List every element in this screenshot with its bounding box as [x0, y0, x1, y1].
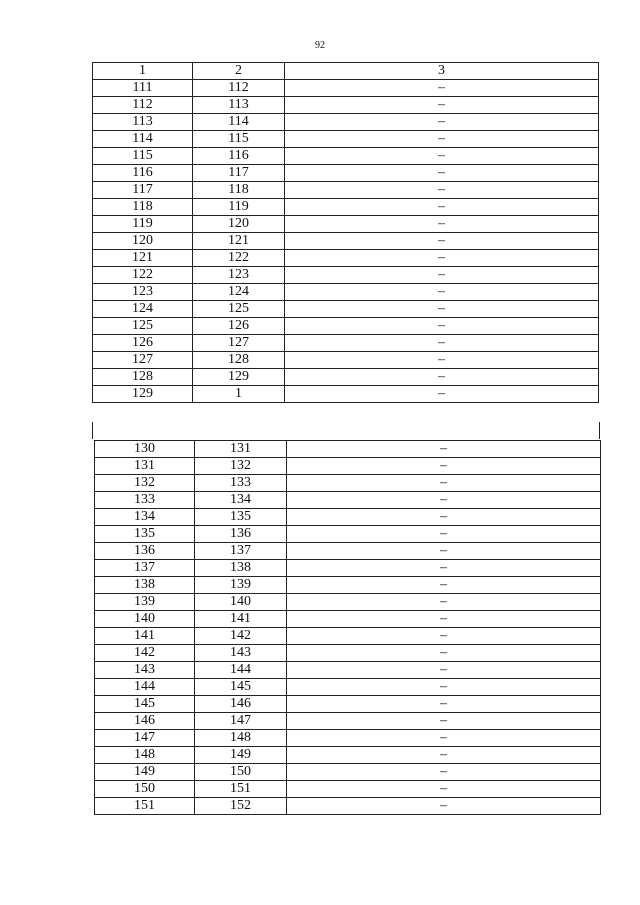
table-cell-col2: 127	[193, 335, 285, 352]
table-cell-col1: 117	[93, 182, 193, 199]
table-cell-col2: 125	[193, 301, 285, 318]
table-cell-col2: 118	[193, 182, 285, 199]
table-cell-col3: –	[287, 628, 601, 645]
table-cell-col1: 140	[95, 611, 195, 628]
table-cell-col2: 117	[193, 165, 285, 182]
table-cell-col2: 114	[193, 114, 285, 131]
table-cell-col3: –	[285, 250, 599, 267]
table-cell-col3: –	[287, 543, 601, 560]
table-row	[95, 509, 601, 526]
table-cell-col2: 124	[193, 284, 285, 301]
table-row	[95, 781, 601, 798]
table-row	[95, 696, 601, 713]
table-cell-col2: 116	[193, 148, 285, 165]
table-row	[95, 577, 601, 594]
table-cell-col3: –	[285, 199, 599, 216]
table-cell-col3: –	[287, 577, 601, 594]
table-cell-col1: 137	[95, 560, 195, 577]
table-cell-col1: 118	[93, 199, 193, 216]
table-cell-col3: –	[285, 267, 599, 284]
table-cell-col1: 143	[95, 662, 195, 679]
table-cell-col3: –	[285, 165, 599, 182]
table-cell-col2: 137	[195, 543, 287, 560]
table-cell-col1: 147	[95, 730, 195, 747]
table-cell-col3: –	[285, 182, 599, 199]
table-cell-col2: 143	[195, 645, 287, 662]
table-cell-col3: –	[285, 301, 599, 318]
table-row	[93, 97, 599, 114]
table-cell-col3: –	[287, 781, 601, 798]
data-table-top	[92, 62, 599, 403]
table-cell-col2: 140	[195, 594, 287, 611]
table-row	[95, 713, 601, 730]
table-row	[93, 386, 599, 403]
table-cell-col2: 152	[195, 798, 287, 815]
table-row	[95, 526, 601, 543]
table-cell-col1: 113	[93, 114, 193, 131]
table-cell-col2: 132	[195, 458, 287, 475]
table-row	[95, 662, 601, 679]
table-cell-col3: –	[287, 747, 601, 764]
table-cell-col2: 126	[193, 318, 285, 335]
table-cell-col1: 139	[95, 594, 195, 611]
table-cell-col3: –	[285, 318, 599, 335]
table-cell-col2: 141	[195, 611, 287, 628]
table-row	[95, 475, 601, 492]
table-cell-col1: 141	[95, 628, 195, 645]
table-row	[95, 543, 601, 560]
table-row	[95, 611, 601, 628]
table-cell-col1: 146	[95, 713, 195, 730]
table-cell-col3: –	[285, 233, 599, 250]
table-row	[95, 747, 601, 764]
table-row	[93, 182, 599, 199]
table-row	[93, 216, 599, 233]
table-cell-col1: 149	[95, 764, 195, 781]
table-cell-col3: –	[287, 526, 601, 543]
table-row	[95, 628, 601, 645]
table-cell-col1: 135	[95, 526, 195, 543]
header-cell-1: 1	[93, 63, 193, 80]
table-row	[95, 441, 601, 458]
table-cell-col2: 121	[193, 233, 285, 250]
table-row	[93, 199, 599, 216]
table-row	[93, 318, 599, 335]
table-cell-col3: –	[285, 284, 599, 301]
table-cell-col3: –	[287, 594, 601, 611]
table-cell-col1: 134	[95, 509, 195, 526]
table-cell-col1: 145	[95, 696, 195, 713]
data-table-bottom	[94, 440, 601, 815]
table-cell-col3: –	[285, 148, 599, 165]
table-header-row	[93, 63, 599, 80]
table-cell-col1: 148	[95, 747, 195, 764]
table-cell-col2: 115	[193, 131, 285, 148]
table-cell-col1: 132	[95, 475, 195, 492]
table-cell-col2: 112	[193, 80, 285, 97]
table-row	[95, 679, 601, 696]
table-cell-col3: –	[287, 560, 601, 577]
table-cell-col2: 131	[195, 441, 287, 458]
table-cell-col1: 126	[93, 335, 193, 352]
table-row	[95, 730, 601, 747]
table-cell-col3: –	[287, 679, 601, 696]
table-cell-col3: –	[287, 441, 601, 458]
table-cell-col2: 1	[193, 386, 285, 403]
table-cell-col2: 138	[195, 560, 287, 577]
table-cell-col1: 128	[93, 369, 193, 386]
table-section-gap	[92, 422, 600, 439]
table-cell-col2: 148	[195, 730, 287, 747]
table-cell-col2: 135	[195, 509, 287, 526]
table-row	[93, 250, 599, 267]
table-cell-col3: –	[285, 386, 599, 403]
table-cell-col3: –	[285, 114, 599, 131]
table-row	[95, 458, 601, 475]
table-row	[93, 114, 599, 131]
table-cell-col2: 142	[195, 628, 287, 645]
table-cell-col2: 150	[195, 764, 287, 781]
table-row	[93, 80, 599, 97]
header-cell-3: 3	[285, 63, 599, 80]
table-row	[95, 560, 601, 577]
table-cell-col3: –	[287, 475, 601, 492]
table-cell-col1: 144	[95, 679, 195, 696]
table-cell-col1: 129	[93, 386, 193, 403]
table-row	[93, 233, 599, 250]
table-cell-col2: 139	[195, 577, 287, 594]
table-cell-col3: –	[287, 730, 601, 747]
table-cell-col1: 133	[95, 492, 195, 509]
table-cell-col1: 138	[95, 577, 195, 594]
table-row	[95, 798, 601, 815]
table-cell-col3: –	[287, 492, 601, 509]
table-cell-col2: 133	[195, 475, 287, 492]
table-cell-col1: 116	[93, 165, 193, 182]
table-cell-col3: –	[287, 611, 601, 628]
table-cell-col1: 136	[95, 543, 195, 560]
table-cell-col1: 114	[93, 131, 193, 148]
table-cell-col2: 149	[195, 747, 287, 764]
table-cell-col2: 119	[193, 199, 285, 216]
table-row	[93, 148, 599, 165]
table-cell-col2: 128	[193, 352, 285, 369]
table-cell-col1: 131	[95, 458, 195, 475]
table-cell-col2: 122	[193, 250, 285, 267]
table-cell-col3: –	[285, 352, 599, 369]
table-cell-col1: 124	[93, 301, 193, 318]
table-row	[93, 301, 599, 318]
table-cell-col2: 151	[195, 781, 287, 798]
table-cell-col3: –	[287, 458, 601, 475]
table-cell-col3: –	[285, 97, 599, 114]
table-cell-col3: –	[287, 713, 601, 730]
table-cell-col1: 151	[95, 798, 195, 815]
table-cell-col2: 144	[195, 662, 287, 679]
table-cell-col3: –	[285, 131, 599, 148]
table-cell-col1: 112	[93, 97, 193, 114]
table-cell-col3: –	[287, 509, 601, 526]
table-cell-col3: –	[287, 798, 601, 815]
table-row	[93, 369, 599, 386]
table-cell-col1: 120	[93, 233, 193, 250]
table-row	[93, 335, 599, 352]
table-cell-col1: 123	[93, 284, 193, 301]
table-row	[95, 492, 601, 509]
table-row	[95, 645, 601, 662]
table-cell-col2: 145	[195, 679, 287, 696]
page-number: 92	[315, 40, 325, 51]
table-row	[95, 764, 601, 781]
table-cell-col2: 136	[195, 526, 287, 543]
table-cell-col1: 142	[95, 645, 195, 662]
table-cell-col3: –	[287, 662, 601, 679]
table-cell-col1: 122	[93, 267, 193, 284]
table-cell-col2: 120	[193, 216, 285, 233]
table-cell-col1: 150	[95, 781, 195, 798]
table-cell-col1: 115	[93, 148, 193, 165]
header-cell-2: 2	[193, 63, 285, 80]
table-cell-col3: –	[287, 696, 601, 713]
table-row	[93, 352, 599, 369]
table-row	[93, 284, 599, 301]
table-cell-col1: 121	[93, 250, 193, 267]
table-cell-col3: –	[287, 764, 601, 781]
table-cell-col2: 146	[195, 696, 287, 713]
table-cell-col3: –	[285, 80, 599, 97]
table-cell-col2: 147	[195, 713, 287, 730]
table-cell-col2: 129	[193, 369, 285, 386]
table-cell-col2: 123	[193, 267, 285, 284]
table-cell-col3: –	[285, 216, 599, 233]
table-row	[93, 165, 599, 182]
table-cell-col1: 111	[93, 80, 193, 97]
table-cell-col1: 127	[93, 352, 193, 369]
table-cell-col3: –	[285, 335, 599, 352]
table-row	[95, 594, 601, 611]
table-row	[93, 267, 599, 284]
table-row	[93, 131, 599, 148]
table-cell-col2: 134	[195, 492, 287, 509]
table-cell-col2: 113	[193, 97, 285, 114]
table-cell-col3: –	[287, 645, 601, 662]
table-cell-col3: –	[285, 369, 599, 386]
table-cell-col1: 125	[93, 318, 193, 335]
table-cell-col1: 130	[95, 441, 195, 458]
table-cell-col1: 119	[93, 216, 193, 233]
